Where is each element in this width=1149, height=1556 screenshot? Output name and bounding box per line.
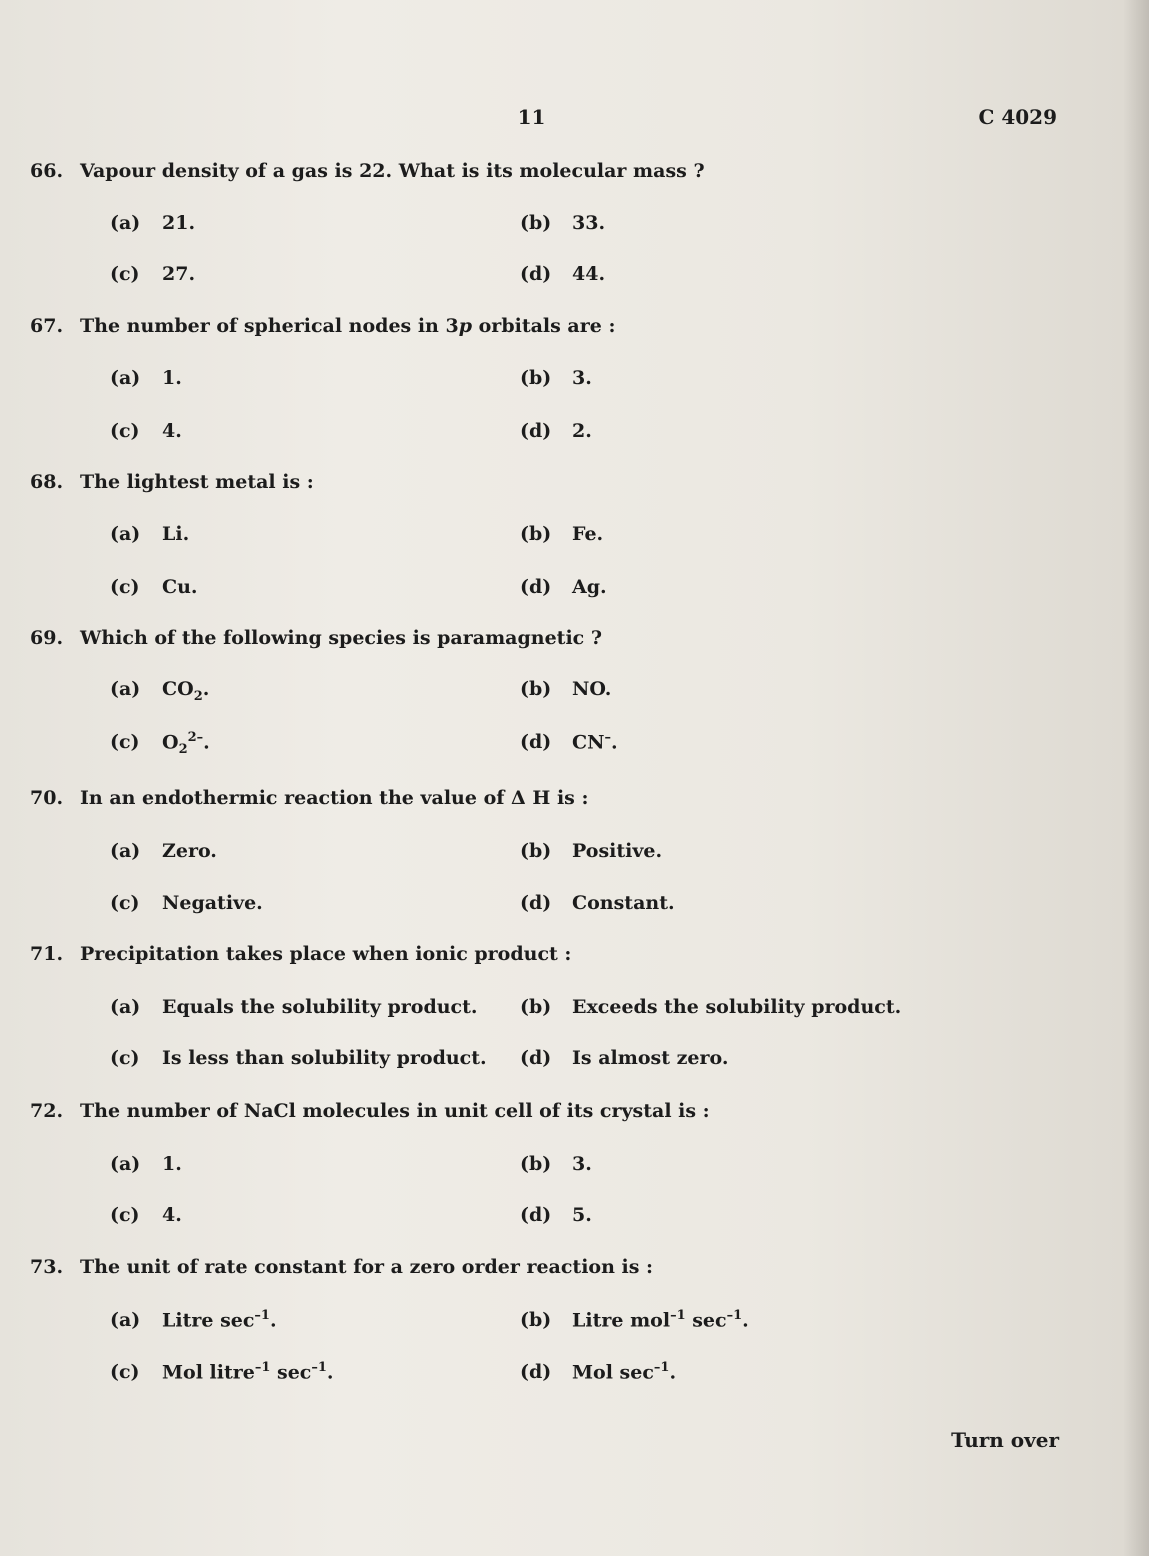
question-72: 72. The number of NaCl molecules in unit cell of its crystal is : — [30, 1100, 710, 1122]
question-number: 68. — [30, 471, 64, 493]
question-67: 67. The number of spherical nodes in 3p orbitals are : — [30, 315, 616, 337]
option-72-a: (a) 1. — [110, 1153, 182, 1175]
option-70-b: (b) Positive. — [520, 840, 663, 862]
question-71: 71. Precipitation takes place when ionic product : — [30, 943, 572, 965]
option-68-a: (a) Li. — [110, 523, 190, 545]
option-73-c: (c) Mol litre$^{-1}$ $\sec^{-1}$. — [110, 1360, 334, 1384]
option-70-a: (a) Zero. — [110, 840, 217, 862]
option-67-d: (d) 2. — [520, 420, 592, 442]
option-66-c: (c) 27. — [110, 263, 196, 285]
option-68-d: (d) Ag. — [520, 576, 607, 598]
option-71-c: (c) Is less than solubility product. — [110, 1047, 487, 1069]
question-number: 69. — [30, 627, 64, 649]
question-number: 73. — [30, 1256, 64, 1278]
turn-over-note: Turn over — [951, 1428, 1059, 1452]
option-66-d: (d) 44. — [520, 263, 606, 285]
option-70-c: (c) Negative. — [110, 892, 263, 914]
question-70: 70. In an endothermic reaction the value of Δ H is : — [30, 787, 589, 809]
question-73: 73. The unit of rate constant for a zero order reaction is : — [30, 1256, 654, 1278]
question-number: 67. — [30, 315, 64, 337]
option-71-b: (b) Exceeds the solubility product. — [520, 996, 902, 1018]
option-69-b: (b) NO. — [520, 678, 612, 700]
option-67-a: (a) 1. — [110, 367, 182, 389]
question-text: Vapour density of a gas is 22. What is its molecular mass ? — [80, 160, 705, 182]
page-number: 11 — [517, 105, 546, 129]
option-66-a: (a) 21. — [110, 212, 196, 234]
paper-code: C 4029 — [978, 105, 1057, 129]
question-number: 72. — [30, 1100, 64, 1122]
question-number: 70. — [30, 787, 64, 809]
option-69-c: (c) $O_2^{2-}$. — [110, 730, 210, 758]
option-72-d: (d) 5. — [520, 1204, 592, 1226]
option-72-b: (b) 3. — [520, 1153, 592, 1175]
option-69-a: (a) $CO_2$. — [110, 678, 210, 704]
page-edge-shadow — [1123, 0, 1149, 1556]
option-73-a: (a) Litre $\sec^{-1}$. — [110, 1308, 277, 1332]
question-number: 71. — [30, 943, 64, 965]
option-67-b: (b) 3. — [520, 367, 592, 389]
question-69: 69. Which of the following species is paramagnetic ? — [30, 627, 602, 649]
option-71-d: (d) Is almost zero. — [520, 1047, 729, 1069]
option-67-c: (c) 4. — [110, 420, 182, 442]
question-68: 68. The lightest metal is : — [30, 471, 314, 493]
option-73-d: (d) Mol $\sec^{-1}$. — [520, 1360, 677, 1384]
option-72-c: (c) 4. — [110, 1204, 182, 1226]
question-number: 66. — [30, 160, 64, 182]
option-71-a: (a) Equals the solubility product. — [110, 996, 478, 1018]
option-68-c: (c) Cu. — [110, 576, 198, 598]
option-66-b: (b) 33. — [520, 212, 606, 234]
option-70-d: (d) Constant. — [520, 892, 675, 914]
option-68-b: (b) Fe. — [520, 523, 604, 545]
option-69-d: (d) CN–. — [520, 730, 618, 754]
option-73-b: (b) Litre mol$^{-1}$ $\sec^{-1}$. — [520, 1308, 749, 1332]
question-66 — [30, 160, 1070, 182]
